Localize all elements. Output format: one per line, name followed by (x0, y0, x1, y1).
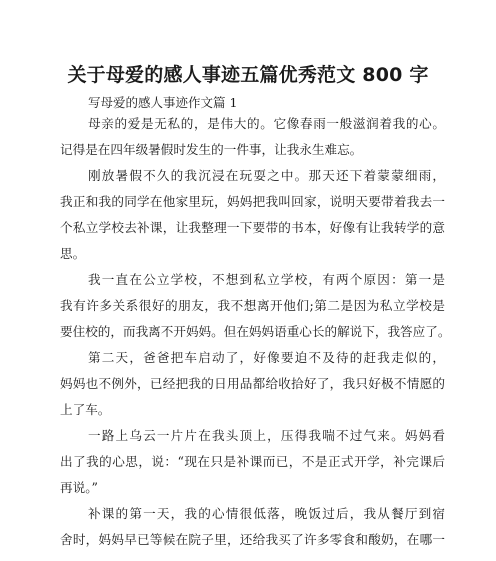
text-line: 我有许多关系很好的朋友，我不想离开他们;第二是因为私立学校是 (60, 298, 445, 313)
text-line: 要住校的，而我离不开妈妈。但在妈妈语重心长的解说下，我答应了。 (60, 324, 451, 339)
document-subtitle: 写母爱的感人事迹作文篇 1 (88, 95, 238, 110)
text-line: 上了车。 (60, 402, 111, 417)
paragraph-4 (60, 345, 445, 423)
text-line: 舍时，妈妈早已等候在院子里，还给我买了许多零食和酸奶，在哪一 (60, 532, 445, 547)
document-title: 关于母爱的感人事迹五篇优秀范文 800 字 (67, 64, 429, 86)
paragraph-5 (60, 423, 445, 501)
text-line: 我正和我的同学在他家里玩，妈妈把我叫回家，说明天要带着我去一 (60, 194, 445, 209)
paragraph-1 (60, 111, 445, 163)
text-line: 思。 (60, 246, 86, 261)
text-line: 一路上乌云一片片在我头顶上，压得我喘不过气来。妈妈看 (88, 428, 445, 443)
text-line: 刚放暑假不久的我沉浸在玩耍之中。那天还下着蒙蒙细雨， (88, 168, 445, 183)
text-line: 出了我的心思，说：“现在只是补课而已，不是正式开学，补完课后 (60, 454, 445, 469)
paragraph-2 (60, 163, 445, 267)
text-line: 再说。” (60, 480, 98, 495)
paragraph-3 (60, 267, 451, 345)
text-line: 补课的第一天，我的心情很低落，晚饭过后，我从餐厅到宿 (88, 506, 445, 521)
document-body (60, 111, 451, 553)
text-line: 妈妈也不例外，已经把我的日用品都给收拾好了，我只好极不情愿的 (60, 376, 445, 391)
text-line: 记得是在四年级暑假时发生的一件事，让我永生难忘。 (60, 142, 363, 157)
text-line: 个私立学校去补课，让我整理一下要带的书本，好像有让我转学的意 (60, 220, 445, 235)
paragraph-6 (60, 501, 445, 553)
text-line: 我一直在公立学校，不想到私立学校，有两个原因：第一是 (88, 272, 445, 287)
text-line: 第二天，爸爸把车启动了，好像要迫不及待的赶我走似的， (88, 350, 445, 365)
text-line: 母亲的爱是无私的，是伟大的。它像春雨一般滋润着我的心。 (88, 116, 445, 131)
